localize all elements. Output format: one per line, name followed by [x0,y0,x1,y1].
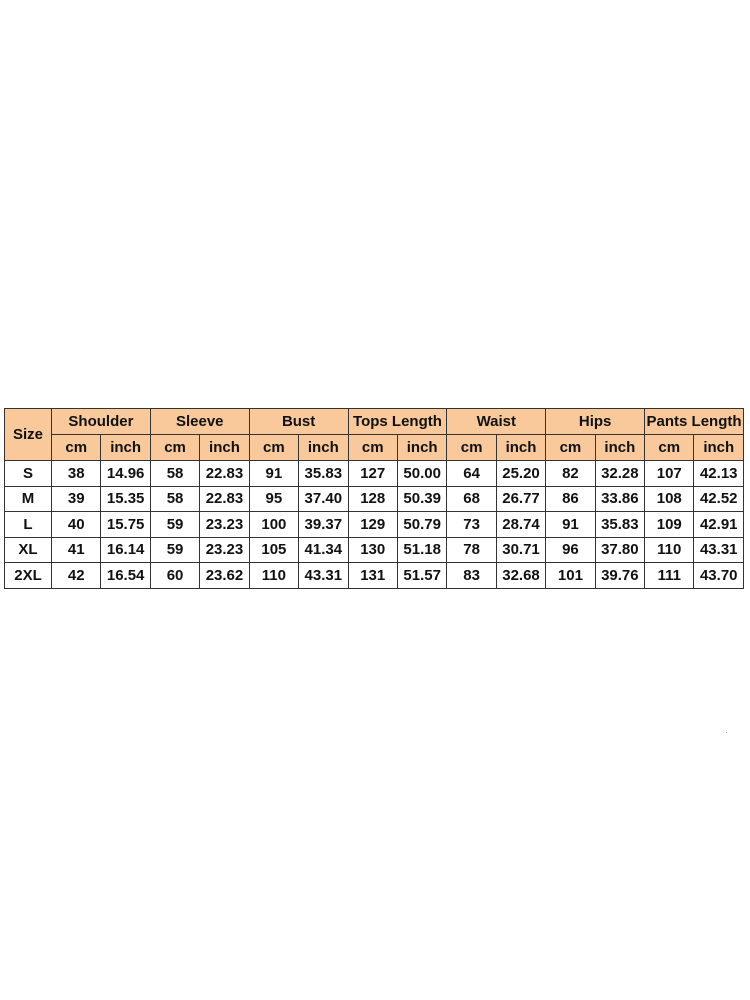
group-header-hips: Hips [546,409,645,435]
value-cell-pants-length-inch: 43.70 [694,563,744,589]
value-cell-tops-length-cm: 131 [348,563,397,589]
unit-header-bust-cm: cm [249,435,298,461]
value-cell-tops-length-inch: 50.39 [397,486,446,512]
value-cell-bust-cm: 91 [249,461,298,487]
value-cell-tops-length-inch: 50.00 [397,461,446,487]
unit-header-shoulder-cm: cm [52,435,101,461]
group-header-sleeve: Sleeve [150,409,249,435]
value-cell-bust-cm: 95 [249,486,298,512]
group-header-waist: Waist [447,409,546,435]
value-cell-bust-inch: 41.34 [299,537,348,563]
unit-header-pants-length-cm: cm [645,435,694,461]
value-cell-sleeve-cm: 58 [150,461,199,487]
value-cell-sleeve-cm: 59 [150,537,199,563]
value-cell-shoulder-inch: 15.75 [101,512,150,538]
unit-header-sleeve-inch: inch [200,435,249,461]
value-cell-shoulder-inch: 16.14 [101,537,150,563]
value-cell-shoulder-inch: 15.35 [101,486,150,512]
value-cell-hips-inch: 33.86 [595,486,644,512]
value-cell-waist-inch: 25.20 [496,461,545,487]
value-cell-shoulder-cm: 38 [52,461,101,487]
value-cell-sleeve-inch: 22.83 [200,486,249,512]
value-cell-waist-cm: 73 [447,512,496,538]
unit-header-shoulder-inch: inch [101,435,150,461]
value-cell-waist-inch: 30.71 [496,537,545,563]
value-cell-hips-cm: 82 [546,461,595,487]
value-cell-sleeve-inch: 23.23 [200,512,249,538]
table-row [5,563,744,589]
unit-header-waist-inch: inch [496,435,545,461]
unit-header-pants-length-inch: inch [694,435,744,461]
stray-dot [726,732,727,733]
value-cell-hips-inch: 37.80 [595,537,644,563]
value-cell-sleeve-cm: 59 [150,512,199,538]
value-cell-shoulder-inch: 14.96 [101,461,150,487]
value-cell-sleeve-inch: 23.62 [200,563,249,589]
table-row [5,537,744,563]
value-cell-waist-cm: 78 [447,537,496,563]
value-cell-bust-cm: 105 [249,537,298,563]
size-cell: 2XL [5,563,52,589]
value-cell-sleeve-cm: 60 [150,563,199,589]
size-cell: L [5,512,52,538]
value-cell-hips-inch: 39.76 [595,563,644,589]
value-cell-pants-length-inch: 42.13 [694,461,744,487]
size-header: Size [5,409,52,461]
value-cell-pants-length-cm: 111 [645,563,694,589]
unit-header-sleeve-cm: cm [150,435,199,461]
value-cell-waist-inch: 28.74 [496,512,545,538]
value-cell-tops-length-cm: 129 [348,512,397,538]
value-cell-waist-cm: 83 [447,563,496,589]
value-cell-hips-cm: 96 [546,537,595,563]
value-cell-waist-cm: 68 [447,486,496,512]
value-cell-bust-inch: 43.31 [299,563,348,589]
group-header-shoulder: Shoulder [52,409,151,435]
value-cell-pants-length-inch: 42.91 [694,512,744,538]
value-cell-shoulder-inch: 16.54 [101,563,150,589]
value-cell-hips-cm: 86 [546,486,595,512]
table-row [5,461,744,487]
value-cell-shoulder-cm: 42 [52,563,101,589]
value-cell-hips-inch: 35.83 [595,512,644,538]
unit-header-bust-inch: inch [299,435,348,461]
unit-header-row [5,435,744,461]
size-chart-table [4,408,744,589]
value-cell-pants-length-cm: 109 [645,512,694,538]
value-cell-bust-cm: 110 [249,563,298,589]
group-header-row [5,409,744,435]
value-cell-pants-length-cm: 107 [645,461,694,487]
size-cell: M [5,486,52,512]
value-cell-tops-length-inch: 50.79 [397,512,446,538]
group-header-tops-length: Tops Length [348,409,447,435]
value-cell-tops-length-inch: 51.18 [397,537,446,563]
value-cell-hips-cm: 101 [546,563,595,589]
value-cell-hips-inch: 32.28 [595,461,644,487]
unit-header-waist-cm: cm [447,435,496,461]
value-cell-pants-length-cm: 110 [645,537,694,563]
value-cell-tops-length-cm: 130 [348,537,397,563]
value-cell-bust-inch: 39.37 [299,512,348,538]
value-cell-bust-cm: 100 [249,512,298,538]
value-cell-waist-inch: 26.77 [496,486,545,512]
unit-header-tops-length-inch: inch [397,435,446,461]
value-cell-shoulder-cm: 40 [52,512,101,538]
value-cell-pants-length-inch: 42.52 [694,486,744,512]
unit-header-tops-length-cm: cm [348,435,397,461]
value-cell-shoulder-cm: 41 [52,537,101,563]
value-cell-sleeve-cm: 58 [150,486,199,512]
unit-header-hips-cm: cm [546,435,595,461]
group-header-bust: Bust [249,409,348,435]
value-cell-hips-cm: 91 [546,512,595,538]
value-cell-sleeve-inch: 22.83 [200,461,249,487]
value-cell-pants-length-inch: 43.31 [694,537,744,563]
group-header-pants-length: Pants Length [645,409,744,435]
value-cell-pants-length-cm: 108 [645,486,694,512]
value-cell-bust-inch: 37.40 [299,486,348,512]
value-cell-shoulder-cm: 39 [52,486,101,512]
unit-header-hips-inch: inch [595,435,644,461]
value-cell-tops-length-inch: 51.57 [397,563,446,589]
value-cell-bust-inch: 35.83 [299,461,348,487]
value-cell-sleeve-inch: 23.23 [200,537,249,563]
table-row [5,486,744,512]
value-cell-waist-inch: 32.68 [496,563,545,589]
value-cell-waist-cm: 64 [447,461,496,487]
value-cell-tops-length-cm: 127 [348,461,397,487]
value-cell-tops-length-cm: 128 [348,486,397,512]
table-row [5,512,744,538]
size-cell: S [5,461,52,487]
size-cell: XL [5,537,52,563]
